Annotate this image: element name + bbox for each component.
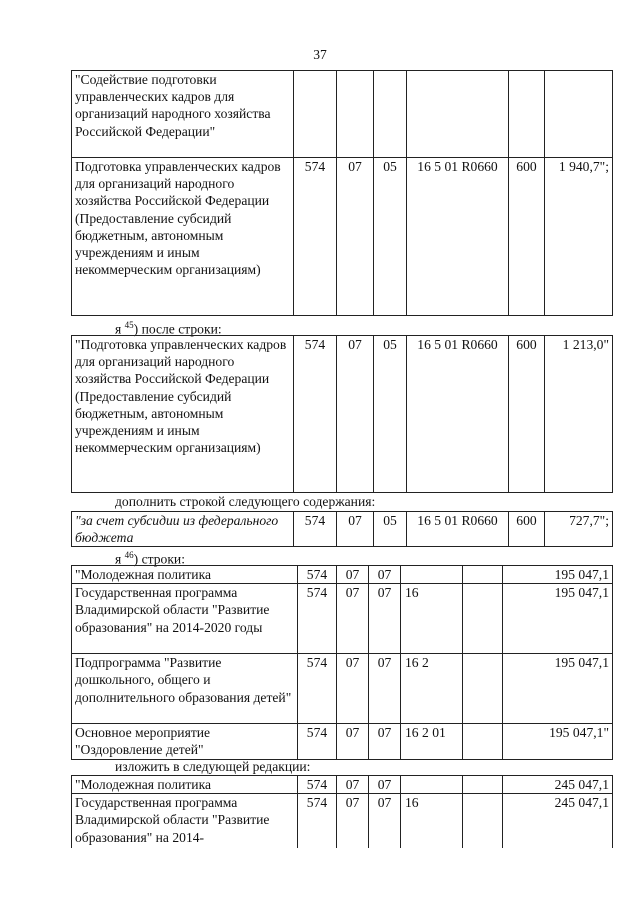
footnote-ref-46: 46 [124,550,134,560]
budget-table-5 [71,775,613,848]
amount: 1 213,0" [545,336,613,493]
section-code [337,71,374,158]
expense-type-code [463,654,503,724]
target-article-code: 16 [401,794,463,848]
table-row [72,158,613,316]
budget-table-4 [71,565,613,760]
ministry-code: 574 [298,566,337,584]
ministry-code: 574 [298,724,337,759]
target-article-code: 16 2 [401,654,463,724]
subsection-code [374,71,407,158]
ministry-code: 574 [298,654,337,724]
target-article-code [401,776,463,794]
table-row [72,336,613,493]
expense-type-code [463,794,503,848]
budget-table-3 [71,511,613,547]
instruction-after-row: я $^{45}$) после строки: [115,320,222,337]
target-article-code: 16 5 01 R0660 [407,336,509,493]
ministry-code: 574 [298,584,337,654]
section-code: 07 [337,724,369,759]
expense-type-code: 600 [509,336,545,493]
table-row [72,584,613,654]
section-code: 07 [337,776,369,794]
subsection-code: 07 [369,724,401,759]
expense-type-code: 600 [509,158,545,316]
expense-type-code: 600 [509,512,545,547]
instruction-add-row: дополнить строкой следующего содержания: [115,494,376,509]
ministry-code: 574 [298,776,337,794]
table-row [72,71,613,158]
table-row [72,654,613,724]
row-name: "Подготовка управленческих кадров для организаций народного хозяйства Российской Федерации (Предоставление субсидий бюджетным, автономным учреждениям и иным некоммерческим организациям) [72,336,294,493]
amount [545,71,613,158]
amount: 195 047,1" [503,724,613,759]
expense-type-code [463,776,503,794]
target-article-code: 16 5 01 R0660 [407,512,509,547]
subsection-code: 07 [369,654,401,724]
target-article-code [407,71,509,158]
section-code: 07 [337,566,369,584]
section-code: 07 [337,158,374,316]
expense-type-code [463,584,503,654]
subsection-code: 07 [369,566,401,584]
amount: 195 047,1 [503,566,613,584]
ministry-code [294,71,337,158]
subsection-code: 07 [369,776,401,794]
subsection-code: 07 [369,794,401,848]
table-row [72,794,613,848]
expense-type-code [463,566,503,584]
ministry-code: 574 [294,158,337,316]
table-row [72,512,613,547]
target-article-code: 16 [401,584,463,654]
target-article-code [401,566,463,584]
subsection-code: 05 [374,512,407,547]
section-code: 07 [337,336,374,493]
row-name: Подготовка управленческих кадров для организаций народного хозяйства Российской Федерации (Предоставление субсидий бюджетным, автономным учреждениям и иным некоммерческим организациям) [72,158,294,316]
target-article-code: 16 2 01 [401,724,463,759]
row-name: Подпрограмма "Развитие дошкольного, общего и дополнительного образования детей" [72,654,298,724]
section-code: 07 [337,584,369,654]
row-name: Государственная программа Владимирской области "Развитие образования" на 2014- [72,794,298,848]
section-code: 07 [337,794,369,848]
amount: 245 047,1 [503,794,613,848]
row-name: "Молодежная политика [72,776,298,794]
budget-table-1 [71,70,613,316]
subsection-code: 05 [374,158,407,316]
expense-type-code [509,71,545,158]
section-code: 07 [337,654,369,724]
subsection-code: 07 [369,584,401,654]
row-name: Основное мероприятие "Оздоровление детей" [72,724,298,759]
amount: 195 047,1 [503,654,613,724]
table-row [72,724,613,759]
footnote-ref-45: 45 [124,320,134,330]
page-number: 37 [313,47,327,62]
instruction-new-edition: изложить в следующей редакции: [115,759,311,774]
instruction-rows: я $^{46}$) строки: [115,550,185,567]
target-article-code: 16 5 01 R0660 [407,158,509,316]
row-name: Государственная программа Владимирской области "Развитие образования" на 2014-2020 годы [72,584,298,654]
amount: 195 047,1 [503,584,613,654]
ministry-code: 574 [298,794,337,848]
ministry-code: 574 [294,336,337,493]
amount: 245 047,1 [503,776,613,794]
amount: 727,7"; [545,512,613,547]
expense-type-code [463,724,503,759]
row-name: "Молодежная политика [72,566,298,584]
amount: 1 940,7"; [545,158,613,316]
ministry-code: 574 [294,512,337,547]
section-code: 07 [337,512,374,547]
row-name: "Содействие подготовки управленческих кадров для организаций народного хозяйства Российской Федерации" [72,71,294,158]
subsection-code: 05 [374,336,407,493]
table-row [72,776,613,794]
table-row [72,566,613,584]
row-name: "за счет субсидии из федерального бюджета [72,512,294,547]
budget-table-2 [71,335,613,493]
